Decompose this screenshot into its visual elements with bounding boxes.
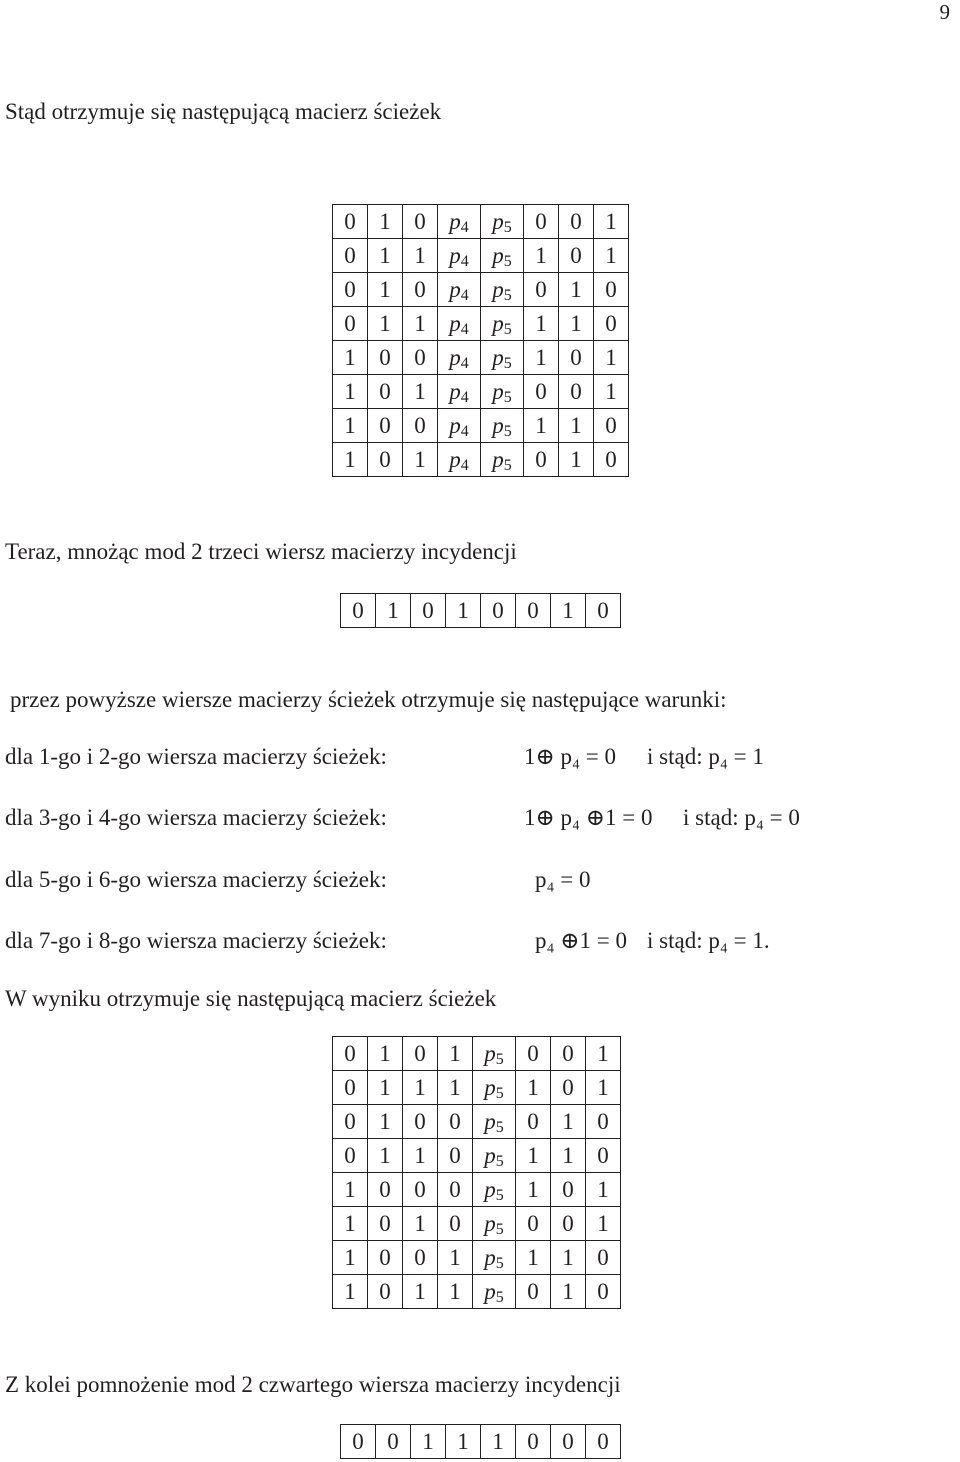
matrix-cell: 0 — [551, 1037, 586, 1071]
condition-equation-4: p₄ ⊕1 = 0 — [535, 928, 628, 953]
matrix-cell: 1 — [516, 1241, 551, 1275]
matrix-cell: 0 — [368, 375, 403, 409]
matrix-cell: 0 — [551, 1207, 586, 1241]
matrix-cell: $p_4$ — [438, 239, 481, 273]
matrix-cell: 1 — [524, 341, 559, 375]
matrix-cell: $p_5$ — [481, 443, 524, 477]
incidence-cell: 1 — [376, 594, 411, 628]
matrix-cell: 1 — [594, 375, 629, 409]
matrix-cell: $p_5$ — [481, 273, 524, 307]
incidence-row — [341, 594, 621, 628]
matrix-cell: $p_4$ — [438, 375, 481, 409]
matrix-row — [333, 1037, 621, 1071]
matrix-cell: 0 — [333, 1071, 368, 1105]
matrix-cell: 1 — [516, 1173, 551, 1207]
condition-equation-3: p₄ = 0 — [535, 867, 591, 892]
incidence-cell: 1 — [446, 594, 481, 628]
matrix-cell: 1 — [559, 273, 594, 307]
matrix-cell: 0 — [403, 1105, 438, 1139]
matrix-cell: 1 — [333, 443, 368, 477]
path-matrix-2 — [332, 1036, 621, 1309]
matrix-cell: 1 — [368, 239, 403, 273]
incidence-row-4 — [340, 1424, 621, 1459]
matrix-cell: $p_5$ — [473, 1071, 516, 1105]
matrix-cell: 1 — [333, 1275, 368, 1309]
matrix-cell: 0 — [333, 1037, 368, 1071]
matrix-cell: 0 — [368, 1241, 403, 1275]
matrix-cell: 0 — [594, 307, 629, 341]
matrix-cell: 0 — [368, 1275, 403, 1309]
matrix-cell: $p_5$ — [473, 1105, 516, 1139]
incidence-cell: 0 — [516, 594, 551, 628]
incidence-row-3 — [340, 593, 621, 628]
matrix-cell: 1 — [516, 1139, 551, 1173]
matrix-cell: 0 — [403, 341, 438, 375]
matrix-cell: 0 — [438, 1173, 473, 1207]
incidence-cell: 0 — [411, 594, 446, 628]
matrix-cell: $p_5$ — [473, 1207, 516, 1241]
incidence-cell: 0 — [551, 1425, 586, 1459]
matrix-cell: 0 — [559, 205, 594, 239]
matrix-cell: 0 — [551, 1071, 586, 1105]
matrix-row — [333, 307, 629, 341]
matrix-row — [333, 1207, 621, 1241]
incidence-row — [341, 1425, 621, 1459]
matrix-cell: 1 — [333, 1241, 368, 1275]
matrix-cell: $p_5$ — [481, 409, 524, 443]
matrix-cell: 1 — [516, 1071, 551, 1105]
matrix-cell: 0 — [594, 443, 629, 477]
matrix-cell: 0 — [333, 1139, 368, 1173]
matrix-cell: 1 — [586, 1037, 621, 1071]
condition-result-2: i stąd: p₄ = 0 — [683, 805, 800, 830]
matrix-cell: 0 — [333, 1105, 368, 1139]
matrix-cell: 1 — [551, 1275, 586, 1309]
matrix-cell: 1 — [333, 409, 368, 443]
matrix-cell: 1 — [594, 239, 629, 273]
matrix-row — [333, 375, 629, 409]
matrix-cell: 1 — [551, 1241, 586, 1275]
matrix-cell: $p_5$ — [473, 1139, 516, 1173]
condition-result-4: i stąd: p₄ = 1. — [647, 928, 770, 953]
matrix-row — [333, 273, 629, 307]
matrix-cell: 1 — [403, 1275, 438, 1309]
matrix-row — [333, 1275, 621, 1309]
matrix-cell: 1 — [403, 239, 438, 273]
matrix-cell: 0 — [333, 273, 368, 307]
matrix-cell: $p_5$ — [481, 239, 524, 273]
matrix-cell: 0 — [368, 1207, 403, 1241]
matrix-cell: $p_5$ — [473, 1173, 516, 1207]
matrix-cell: $p_5$ — [481, 307, 524, 341]
matrix-row — [333, 1241, 621, 1275]
matrix-cell: 1 — [594, 341, 629, 375]
paragraph-multiply-row4: Z kolei pomnożenie mod 2 czwartego wiersza macierzy incydencji — [5, 1372, 621, 1397]
matrix-cell: 0 — [524, 205, 559, 239]
matrix-cell: 0 — [438, 1139, 473, 1173]
matrix-row — [333, 1139, 621, 1173]
matrix-cell: 0 — [403, 1241, 438, 1275]
paragraph-result: W wyniku otrzymuje się następującą macierz ścieżek — [5, 986, 497, 1011]
incidence-cell: 0 — [586, 1425, 621, 1459]
matrix-cell: 1 — [438, 1037, 473, 1071]
matrix-cell: 0 — [524, 443, 559, 477]
matrix-row — [333, 341, 629, 375]
matrix-cell: 1 — [438, 1241, 473, 1275]
matrix-cell: 0 — [403, 205, 438, 239]
matrix-cell: 1 — [368, 307, 403, 341]
matrix-cell: $p_4$ — [438, 205, 481, 239]
matrix-row — [333, 205, 629, 239]
matrix-cell: 1 — [559, 443, 594, 477]
matrix-cell: 1 — [586, 1173, 621, 1207]
matrix-cell: 1 — [368, 1105, 403, 1139]
matrix-cell: 0 — [516, 1275, 551, 1309]
matrix-cell: 0 — [559, 341, 594, 375]
matrix-cell: 0 — [516, 1037, 551, 1071]
matrix-cell: 0 — [333, 205, 368, 239]
matrix-cell: 1 — [524, 239, 559, 273]
matrix-cell: 0 — [333, 239, 368, 273]
matrix-cell: 0 — [368, 443, 403, 477]
matrix-cell: 0 — [438, 1207, 473, 1241]
matrix-cell: 1 — [403, 1071, 438, 1105]
path-matrix-1 — [332, 204, 629, 477]
matrix-cell: 1 — [551, 1105, 586, 1139]
matrix-cell: 0 — [586, 1275, 621, 1309]
condition-equation-2: 1⊕ p₄ ⊕1 = 0 — [524, 805, 653, 830]
matrix-cell: 1 — [333, 375, 368, 409]
incidence-cell: 0 — [341, 594, 376, 628]
incidence-cell: 1 — [411, 1425, 446, 1459]
matrix-cell: $p_4$ — [438, 273, 481, 307]
matrix-cell: $p_5$ — [473, 1241, 516, 1275]
matrix-cell: 1 — [586, 1207, 621, 1241]
matrix-cell: 1 — [403, 1139, 438, 1173]
matrix-cell: 0 — [559, 239, 594, 273]
matrix-cell: 1 — [333, 341, 368, 375]
matrix-cell: 0 — [403, 1173, 438, 1207]
incidence-cell: 1 — [481, 1425, 516, 1459]
paragraph-conditions: przez powyższe wiersze macierzy ścieżek otrzymuje się następujące warunki: — [10, 687, 727, 712]
incidence-cell: 0 — [586, 594, 621, 628]
matrix-cell: $p_4$ — [438, 307, 481, 341]
matrix-cell: $p_4$ — [438, 341, 481, 375]
paragraph-multiply-row3: Teraz, mnożąc mod 2 trzeci wiersz macierzy incydencji — [5, 539, 517, 564]
condition-result-1: i stąd: p₄ = 1 — [647, 744, 764, 769]
matrix-cell: 1 — [368, 1037, 403, 1071]
matrix-cell: $p_5$ — [473, 1275, 516, 1309]
matrix-cell: 1 — [403, 375, 438, 409]
matrix-row — [333, 1173, 621, 1207]
matrix-row — [333, 1071, 621, 1105]
incidence-cell: 0 — [341, 1425, 376, 1459]
matrix-cell: 1 — [559, 409, 594, 443]
incidence-cell: 0 — [516, 1425, 551, 1459]
condition-label-2: dla 3-go i 4-go wiersza macierzy ścieżek: — [5, 805, 387, 830]
matrix-row — [333, 409, 629, 443]
matrix-cell: 0 — [586, 1139, 621, 1173]
matrix-cell: $p_4$ — [438, 443, 481, 477]
matrix-cell: 1 — [403, 307, 438, 341]
matrix-cell: 1 — [368, 205, 403, 239]
matrix-cell: 1 — [524, 307, 559, 341]
matrix-cell: $p_5$ — [481, 341, 524, 375]
incidence-cell: 1 — [446, 1425, 481, 1459]
condition-label-3: dla 5-go i 6-go wiersza macierzy ścieżek: — [5, 867, 387, 892]
matrix-cell: 1 — [368, 273, 403, 307]
matrix-cell: 0 — [586, 1241, 621, 1275]
matrix-cell: 0 — [586, 1105, 621, 1139]
incidence-cell: 1 — [551, 594, 586, 628]
matrix-cell: 0 — [438, 1105, 473, 1139]
matrix-row — [333, 239, 629, 273]
condition-equation-1: 1⊕ p₄ = 0 — [524, 744, 617, 769]
matrix-cell: 0 — [368, 341, 403, 375]
matrix-cell: 0 — [403, 1037, 438, 1071]
matrix-cell: 1 — [333, 1207, 368, 1241]
matrix-cell: 1 — [438, 1275, 473, 1309]
matrix-cell: 1 — [594, 205, 629, 239]
matrix-cell: 1 — [368, 1071, 403, 1105]
matrix-cell: 0 — [516, 1207, 551, 1241]
matrix-row — [333, 443, 629, 477]
intro-paragraph: Stąd otrzymuje się następującą macierz ścieżek — [5, 99, 442, 124]
matrix-cell: $p_4$ — [438, 409, 481, 443]
matrix-cell: $p_5$ — [481, 375, 524, 409]
matrix-cell: 0 — [594, 409, 629, 443]
matrix-cell: 0 — [403, 273, 438, 307]
matrix-cell: 0 — [524, 273, 559, 307]
matrix-cell: $p_5$ — [481, 205, 524, 239]
matrix-row — [333, 1105, 621, 1139]
matrix-cell: 0 — [368, 409, 403, 443]
matrix-cell: 0 — [594, 273, 629, 307]
matrix-cell: 1 — [333, 1173, 368, 1207]
matrix-cell: 1 — [586, 1071, 621, 1105]
page-number: 9 — [939, 0, 950, 24]
matrix-cell: $p_5$ — [473, 1037, 516, 1071]
matrix-cell: 0 — [524, 375, 559, 409]
matrix-cell: 1 — [524, 409, 559, 443]
condition-label-1: dla 1-go i 2-go wiersza macierzy ścieżek: — [5, 744, 387, 769]
incidence-cell: 0 — [481, 594, 516, 628]
matrix-cell: 0 — [333, 307, 368, 341]
matrix-cell: 1 — [438, 1071, 473, 1105]
matrix-cell: 1 — [368, 1139, 403, 1173]
matrix-cell: 1 — [559, 307, 594, 341]
matrix-cell: 0 — [559, 375, 594, 409]
matrix-cell: 0 — [551, 1173, 586, 1207]
matrix-cell: 1 — [551, 1139, 586, 1173]
incidence-cell: 0 — [376, 1425, 411, 1459]
matrix-cell: 0 — [516, 1105, 551, 1139]
matrix-cell: 0 — [403, 409, 438, 443]
condition-label-4: dla 7-go i 8-go wiersza macierzy ścieżek: — [5, 928, 387, 953]
matrix-cell: 0 — [368, 1173, 403, 1207]
matrix-cell: 1 — [403, 443, 438, 477]
matrix-cell: 1 — [403, 1207, 438, 1241]
